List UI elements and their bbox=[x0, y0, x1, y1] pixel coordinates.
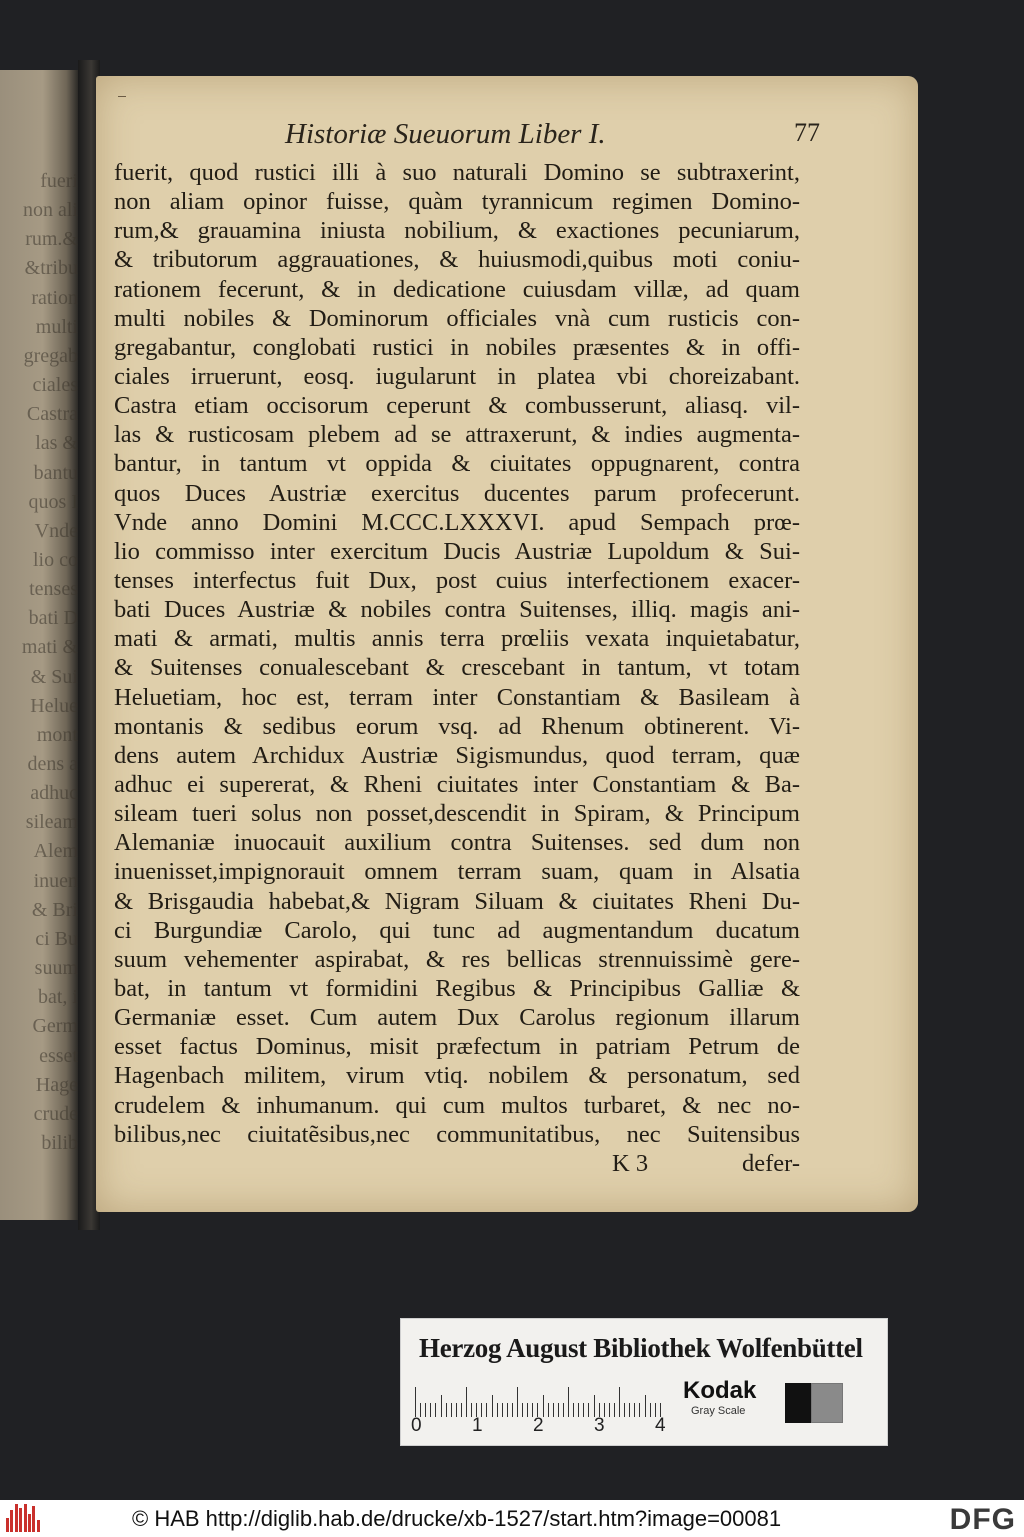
previous-page-text-fragment: rum.& bbox=[25, 228, 78, 251]
previous-page-edge bbox=[0, 70, 78, 1220]
previous-page-text-fragment: quos I bbox=[28, 490, 78, 513]
ruler-tick bbox=[502, 1403, 503, 1417]
kodak-brand: Kodak bbox=[683, 1377, 757, 1404]
ruler-tick bbox=[492, 1395, 493, 1417]
previous-page-text-fragment: dens a bbox=[27, 753, 78, 775]
footer-bar bbox=[0, 1500, 1024, 1537]
card-title: Herzog August Bibliothek Wolfenbüttel bbox=[419, 1333, 863, 1363]
page-headline bbox=[100, 118, 820, 154]
previous-page-text-fragment: multi bbox=[35, 315, 78, 338]
ruler-tick bbox=[425, 1403, 426, 1417]
previous-page-text-fragment: inuen bbox=[33, 869, 78, 892]
dfg-logo: DFG bbox=[949, 1503, 1016, 1536]
hab-logo-bar bbox=[15, 1504, 18, 1532]
hab-logo-bar bbox=[24, 1504, 27, 1532]
previous-page-text-fragment: &tribu bbox=[24, 257, 78, 280]
previous-page-text-fragment: suum bbox=[34, 957, 78, 980]
previous-page-text-fragment: Vnde bbox=[34, 519, 78, 542]
ruler-tick bbox=[517, 1387, 518, 1417]
running-title: Historiæ Sueuorum Liber I. bbox=[285, 118, 606, 150]
ruler-tick bbox=[451, 1403, 452, 1417]
text-line: crudelem & inhumanum. qui cum multos turbaret, & nec no- bbox=[114, 1091, 800, 1119]
catch-line bbox=[114, 1150, 800, 1180]
hab-logo-bar bbox=[19, 1508, 22, 1532]
ruler-tick bbox=[573, 1403, 574, 1417]
ruler-tick bbox=[435, 1403, 436, 1417]
text-line: Vnde anno Domini M.CCC.LXXXVI. apud Sempach prœ- bbox=[114, 508, 800, 536]
text-line: Germaniæ esset. Cum autem Dux Carolus regionum illarum bbox=[114, 1004, 800, 1032]
previous-page-text-fragment: fueri bbox=[40, 170, 78, 192]
text-line: bilibus,nec ciuitatẽsibus,nec communitatibus, nec Suitensibus bbox=[114, 1120, 800, 1148]
hab-logo-icon bbox=[6, 1504, 42, 1532]
text-line: dens autem Archidux Austriæ Sigismundus, quod terram, quæ bbox=[114, 741, 800, 769]
hab-logo-bar bbox=[37, 1520, 40, 1532]
text-line: bat, in tantum vt formidini Regibus & Principibus Galliæ & bbox=[114, 974, 800, 1002]
previous-page-text-fragment: Germ bbox=[32, 1015, 78, 1038]
text-line: & tributorum aggrauationes, & huiusmodi,quibus moti coniu- bbox=[114, 246, 800, 274]
text-line: non aliam opinor fuisse, quàm tyrannicum regimen Domino- bbox=[114, 188, 800, 216]
ruler-tick bbox=[486, 1403, 487, 1417]
hab-logo-bar bbox=[32, 1506, 35, 1532]
ruler-tick bbox=[456, 1403, 457, 1417]
page-mark bbox=[118, 96, 126, 97]
ruler-tick bbox=[634, 1403, 635, 1417]
previous-page-text-fragment: ration bbox=[31, 286, 78, 309]
ruler-number: 2 bbox=[533, 1415, 544, 1436]
ruler-tick bbox=[558, 1403, 559, 1417]
text-line: tenses interfectus fuit Dux, post cuius interfectionem exacer- bbox=[114, 566, 800, 594]
ruler-tick bbox=[619, 1387, 620, 1417]
text-line: & Brisgaudia habebat,& Nigram Siluam & ciuitates Rheni Du- bbox=[114, 887, 800, 915]
ruler-tick bbox=[446, 1403, 447, 1417]
ruler-tick bbox=[415, 1387, 416, 1417]
text-line: Heluetiam, hoc est, terram inter Constantiam & Basileam à bbox=[114, 683, 800, 711]
previous-page-text-fragment: & Sui bbox=[30, 665, 78, 688]
previous-page-text-fragment: bilib bbox=[41, 1131, 78, 1154]
text-line: suum vehementer aspirabat, & res bellicas strennuissimè gere- bbox=[114, 945, 800, 973]
text-line: mati & armati, multis annis terra prœliis vexata inquietabatur, bbox=[114, 625, 800, 653]
hab-logo-bar bbox=[28, 1514, 31, 1532]
previous-page-text-fragment: las & bbox=[35, 432, 78, 455]
previous-page-text-fragment: mont bbox=[36, 723, 78, 746]
signature-mark: K 3 bbox=[612, 1150, 649, 1177]
ruler-tick bbox=[563, 1403, 564, 1417]
previous-page-text-fragment: sileam bbox=[25, 811, 78, 834]
body-text bbox=[114, 158, 800, 1149]
scale-ruler bbox=[415, 1377, 665, 1417]
text-line: Castra etiam occisorum ceperunt & combusserunt, aliasq. vil- bbox=[114, 392, 800, 420]
previous-page-text-fragment: crude bbox=[33, 1102, 78, 1125]
ruler-tick bbox=[588, 1403, 589, 1417]
ruler-tick bbox=[624, 1403, 625, 1417]
text-line: & Suitenses conualescebant & crescebant in tantum, vt totam bbox=[114, 654, 800, 682]
text-line: Alemaniæ inuocauit auxilium contra Suitenses. sed dum non bbox=[114, 829, 800, 857]
previous-page-text-fragment: Helue bbox=[30, 694, 78, 717]
text-line: multi nobiles & Dominorum officiales vnà cum rusticis con- bbox=[114, 304, 800, 332]
text-line: rationem fecerunt, & in dedicatione cuiusdam villæ, ad quam bbox=[114, 275, 800, 303]
gray-patch bbox=[811, 1383, 843, 1423]
ruler-tick bbox=[512, 1403, 513, 1417]
hab-logo-bar bbox=[10, 1510, 13, 1532]
previous-page-text-fragment: Castra bbox=[26, 403, 78, 426]
text-line: fuerit, quod rustici illi à suo naturali Domino se subtraxerint, bbox=[114, 159, 800, 186]
previous-page-text-fragment: tenses bbox=[29, 578, 78, 601]
text-line: Hagenbach militem, virum vtiq. nobilem & personatum, sed bbox=[114, 1062, 800, 1090]
text-line: gregabantur, conglobati rustici in nobiles præsentes & in offi- bbox=[114, 333, 800, 361]
previous-page-text-fragment: ci Bu bbox=[35, 927, 78, 950]
ruler-tick bbox=[441, 1395, 442, 1417]
text-line: lio commisso inter exercitum Ducis Austriæ Lupoldum & Sui- bbox=[114, 537, 800, 565]
ruler-tick bbox=[548, 1403, 549, 1417]
gray-scale-label: Gray Scale bbox=[691, 1405, 746, 1417]
ruler-tick bbox=[609, 1403, 610, 1417]
text-line: inuenisset,impignorauit omnem terram suam, quam in Alsatia bbox=[114, 858, 800, 886]
ruler-tick bbox=[430, 1403, 431, 1417]
ruler-number: 1 bbox=[472, 1415, 483, 1436]
ruler-tick bbox=[497, 1403, 498, 1417]
previous-page-text-fragment: bantu bbox=[33, 461, 78, 484]
ruler-tick bbox=[543, 1395, 544, 1417]
previous-page-text-fragment: Hage bbox=[35, 1073, 78, 1096]
ruler-tick bbox=[527, 1403, 528, 1417]
ruler-tick bbox=[568, 1387, 569, 1417]
ruler-tick bbox=[522, 1403, 523, 1417]
previous-page-text-fragment: lio co bbox=[33, 548, 78, 571]
text-line: bati Duces Austriæ & nobiles contra Suitenses, illiq. magis ani- bbox=[114, 596, 800, 624]
text-line: rum,& grauamina iniusta nobilium, & exactiones pecuniarum, bbox=[114, 217, 800, 245]
ruler-number: 4 bbox=[655, 1415, 666, 1436]
text-line: esset factus Dominus, misit præfectum in patriam Petrum de bbox=[114, 1033, 800, 1061]
ruler-tick bbox=[594, 1395, 595, 1417]
previous-page-text-fragment: gregab bbox=[23, 344, 78, 367]
ruler-tick bbox=[583, 1403, 584, 1417]
ruler-tick bbox=[629, 1403, 630, 1417]
folio-number: 77 bbox=[794, 118, 820, 147]
text-line: bantur, in tantum vt oppida & ciuitates oppugnarent, contra bbox=[114, 450, 800, 478]
ruler-number: 0 bbox=[411, 1415, 422, 1436]
previous-page-text-fragment: bat, i bbox=[38, 986, 78, 1009]
previous-page-text-fragment: ciales bbox=[32, 374, 78, 397]
previous-page-text-fragment: & Bri bbox=[31, 898, 78, 921]
color-target-card bbox=[400, 1318, 888, 1446]
previous-page-text-fragment: adhuc bbox=[30, 782, 78, 805]
text-line: montanis & sedibus eorum vsq. ad Rhenum obtinerent. Vi- bbox=[114, 712, 800, 740]
ruler-number: 3 bbox=[594, 1415, 605, 1436]
footer-url[interactable]: © HAB http://diglib.hab.de/drucke/xb-1527/start.htm?image=00081 bbox=[132, 1506, 782, 1531]
catchword: defer- bbox=[742, 1150, 800, 1177]
ruler-tick bbox=[461, 1403, 462, 1417]
ruler-tick bbox=[645, 1395, 646, 1417]
text-line: las & rusticosam plebem ad se attraxerunt, & indies augmenta- bbox=[114, 421, 800, 449]
ruler-tick bbox=[650, 1403, 651, 1417]
ruler-tick bbox=[578, 1403, 579, 1417]
black-patch bbox=[785, 1383, 811, 1423]
hab-logo-bar bbox=[6, 1518, 9, 1532]
text-line: sileam tueri solus non posset,descendit in Spiram, & Principum bbox=[114, 800, 800, 828]
text-line: ciales irruerunt, eosq. iugularunt in platea vbi choreizabant. bbox=[114, 362, 800, 390]
previous-page-text-fragment: non ali bbox=[23, 199, 78, 222]
ruler-tick bbox=[553, 1403, 554, 1417]
text-line: ci Burgundiæ Carolo, qui tunc ad augmentandum ducatum bbox=[114, 916, 800, 944]
ruler-tick bbox=[507, 1403, 508, 1417]
previous-page-text-fragment: esset bbox=[39, 1044, 78, 1067]
ruler-tick bbox=[639, 1403, 640, 1417]
ruler-tick bbox=[614, 1403, 615, 1417]
text-line: quos Duces Austriæ exercitus ducentes parum profecerunt. bbox=[114, 479, 800, 507]
previous-page-text-fragment: mati & bbox=[21, 636, 78, 659]
ruler-tick bbox=[466, 1387, 467, 1417]
previous-page-text-fragment: Alem bbox=[33, 840, 78, 863]
previous-page-text-fragment: bati D bbox=[28, 607, 78, 630]
text-line: adhuc ei supererat, & Rheni ciuitates inter Constantiam & Ba- bbox=[114, 770, 800, 798]
